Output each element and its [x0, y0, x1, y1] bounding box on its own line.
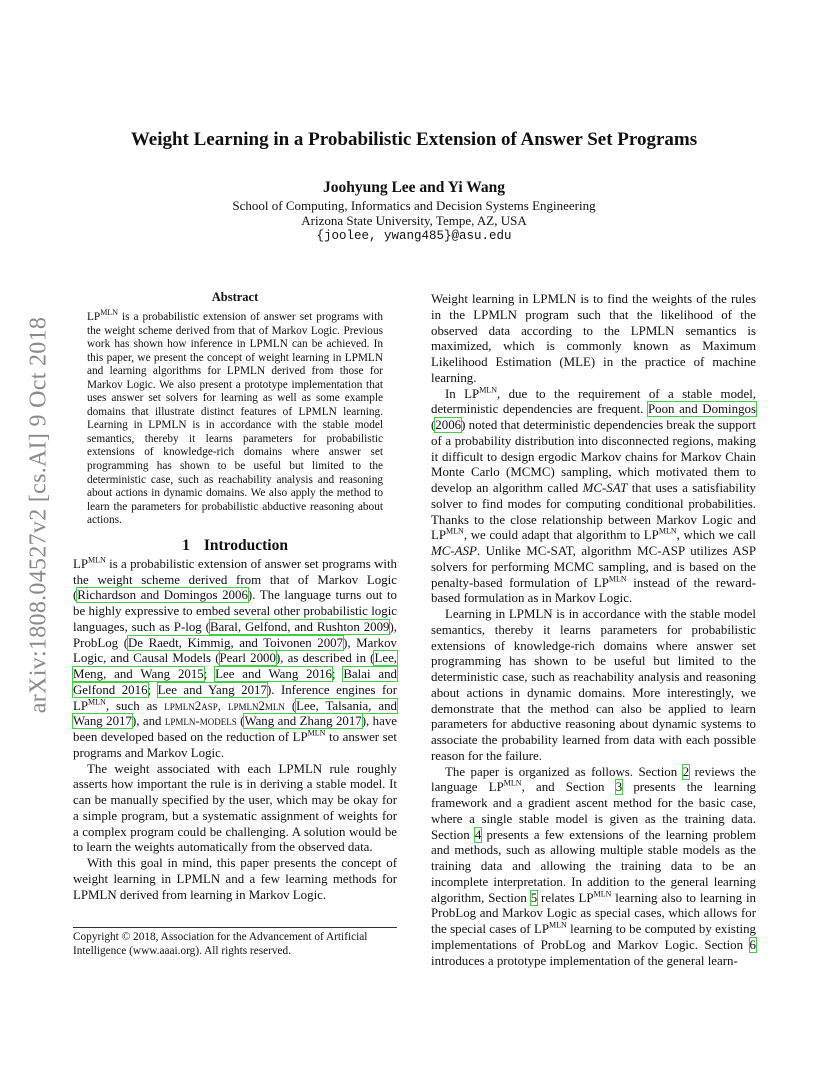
section-ref-link[interactable]: 4	[474, 827, 482, 842]
intro-paragraph-1: $LP^{MLN}$ is a probabilistic extension of answer set programs with the weight scheme derived from that of Markov Logic (Richardson and Domingos 2006). The language turns out to be highly expressive to embed several other probabilistic logic languages, such as P-log (Baral, Gelfond, and Rushton 2009), ProbLog (De Raedt, Kimmig, and Toivonen 2007), Markov Logic, and Causal Models (Pearl 2000), as described in (Lee, Meng, and Wang 2015; Lee and Wang 2016; Balai and Gelfond 2016; Lee and Yang 2017). Inference engines for $LP^{MLN}$, such as lpmln2asp, lpmln2mln (Lee, Talsania, and Wang 2017), and lpmln-models (Wang and Zhang 2017), have been developed based on the reduction of $LP^{MLN}$ to answer set programs and Markov Logic.	[73, 555, 398, 760]
author-email: {joolee, ywang485}@asu.edu	[316, 229, 512, 243]
section-heading-introduction	[73, 537, 397, 555]
citation-link[interactable]: Pearl 2000	[219, 651, 276, 666]
citation-link[interactable]: 2006	[435, 418, 462, 432]
arxiv-id: arXiv:1808.04527v2 [cs.AI] 9 Oct 2018	[25, 316, 52, 714]
arxiv-sidebar-stamp	[26, 300, 52, 730]
paper-title: Weight Learning in a Probabilistic Extension of Answer Set Programs	[130, 129, 698, 150]
citation-link[interactable]: De Raedt, Kimmig, and Toivonen 2007	[128, 635, 344, 650]
paper-authors: Joohyung Lee and Yi Wang	[322, 179, 506, 196]
intro-paragraph-2: The weight associated with each LPMLN rule roughly asserts how important the rule is in deriving a stable model. It can be manually specified by the user, which may be okay for a simple program, but a systematic assignment of weights for a complex program could be challenging. A solution would be to learn the weights automatically from the observed data.	[73, 761, 397, 855]
section-ref-link[interactable]: 3	[615, 780, 623, 795]
affiliation-school: School of Computing, Informatics and Decision Systems Engineering	[232, 198, 596, 213]
abstract-text: $LP^{MLN}$ is a probabilistic extension of answer set programs with the weight scheme derived from that of Markov Logic. Previous work has shown how inference in LPMLN can be achieved. In this paper, we present the concept of weight learning in LPMLN and learning algorithms for LPMLN derived from those for Markov Logic. We also present a prototype implementation that uses answer set solvers for learning as well as some example domains that illustrate distinct features of LPMLN learning. Learning in LPMLN is in accordance with the stable model semantics, thereby it learns parameters for probabilistic extensions of knowledge-rich domains where answer set programming has shown to be useful but limited to the deterministic case, such as reachability analysis and reasoning about actions in dynamic domains. We also apply the method to learn the parameters for probabilistic abductive reasoning about actions.	[87, 308, 383, 527]
section-title: Introduction	[203, 536, 288, 554]
right-paragraph-1: Weight learning in LPMLN is to find the weights of the rules in the LPMLN program such that the likelihood of the observed data according to the LPMLN semantics is maximized, which is commonly known as Maximum Likelihood Estimation (MLE) in the practice of machine learning.	[431, 292, 756, 385]
abstract-body: is a probabilistic extension of answer set programs with the weight scheme derived from that of Markov Logic. Previous work has shown how inference in LPMLN can be achieved. In this paper, we present the concept of weight learning in LPMLN and learning algorithms for LPMLN derived from those for Markov Logic. We also present a prototype implementation that uses answer set solvers for learning as well as some example domains that illustrate distinct features of LPMLN learning. Learning in LPMLN is in accordance with the stable model semantics, thereby it learns parameters for probabilistic extensions of knowledge-rich domains where answer set programming has shown to be useful but limited to the deterministic case, such as reachability analysis and reasoning about actions in dynamic domains. We also apply the method to learn the parameters for probabilistic abductive reasoning about actions.	[87, 311, 383, 527]
affiliation-university: Arizona State University, Tempe, AZ, USA	[301, 213, 527, 228]
citation-link[interactable]: Lee, Talsania, and Wang 2017	[73, 698, 397, 729]
right-paragraph-4: The paper is organized as follows. Section 2 reviews the language $LP^{MLN}$, and Section 3 presents the learning framework and a gradient ascent method for the basic case, where a single stable model is given as the training data. Section 4 presents a few extensions of the learning problem and methods, such as allowing multiple stable models as the training data and allowing the training data to be an incomplete interpretation. In addition to the general learning algorithm, Section 5 relates $LP^{MLN}$ learning also to learning in ProbLog and Markov Logic as special cases, which allows for the special cases of $LP^{MLN}$ learning to be computed by existing implementations of ProbLog and Markov Logic. Section 6 introduces a prototype implementation of the general learn-	[431, 764, 757, 968]
section-ref-link[interactable]: 6	[749, 937, 756, 952]
right-column	[431, 292, 756, 969]
citation-link[interactable]: Lee and Wang 2016	[215, 667, 332, 681]
citation-link[interactable]: Wang and Zhang 2017	[244, 714, 362, 729]
intro-paragraph-3: With this goal in mind, this paper presents the concept of weight learning in LPMLN and a few learning methods for LPMLN derived from learning in Markov Logic.	[73, 856, 397, 902]
citation-link[interactable]: Lee and Yang 2017	[157, 682, 267, 697]
citation-link[interactable]: Lee, Meng, and Wang 2015	[73, 651, 398, 681]
abstract-heading: Abstract	[211, 290, 259, 304]
section-ref-link[interactable]: 2	[682, 764, 690, 779]
left-column	[73, 290, 397, 903]
section-ref-link[interactable]: 5	[530, 890, 538, 905]
section-number: 1	[182, 536, 190, 554]
right-paragraph-2: In $LP^{MLN}$, due to the requirement of a stable model, deterministic dependencies are frequent. Poon and Domingos (2006) noted that deterministic dependencies break the support of a probability distribution into disconnected regions, making it difficult to design ergodic Markov chains for Markov Chain Monte Carlo (MCMC) sampling, which motivated them to develop an algorithm called MC-SAT that uses a satisfiability solver to find modes for computing conditional probabilities. Thanks to the close relationship between Markov Logic and $LP^{MLN}$, we could adapt that algorithm to $LP^{MLN}$, which we call MC-ASP. Unlike MC-SAT, algorithm MC-ASP utilizes ASP solvers for performing MCMC sampling, and is based on the penalty-based formulation of $LP^{MLN}$ instead of the reward-based formulation as in Markov Logic.	[431, 385, 756, 606]
citation-link[interactable]: Baral, Gelfond, and Rushton 2009	[209, 619, 390, 634]
citation-link[interactable]: Balai and Gelfond 2016	[73, 667, 397, 697]
right-paragraph-3: Learning in LPMLN is in accordance with the stable model semantics, thereby it learns parameters for probabilistic extensions of knowledge-rich domains where answer set programming has shown to be useful but limited to the deterministic case, such as reachability analysis and reasoning about actions in dynamic domains. More interestingly, we demonstrate that the method can also be applied to learn parameters for abductive reasoning about dynamic systems to associate the probability learned from data with each possible reason for the failure.	[431, 607, 756, 763]
citation-link[interactable]: Richardson and Domingos 2006	[77, 588, 248, 603]
copyright-notice: Copyright © 2018, Association for the Advancement of Artificial Intelligence (www.aaai.org). All rights reserved.	[73, 927, 397, 958]
citation-link[interactable]: Poon and Domingos	[647, 402, 756, 417]
